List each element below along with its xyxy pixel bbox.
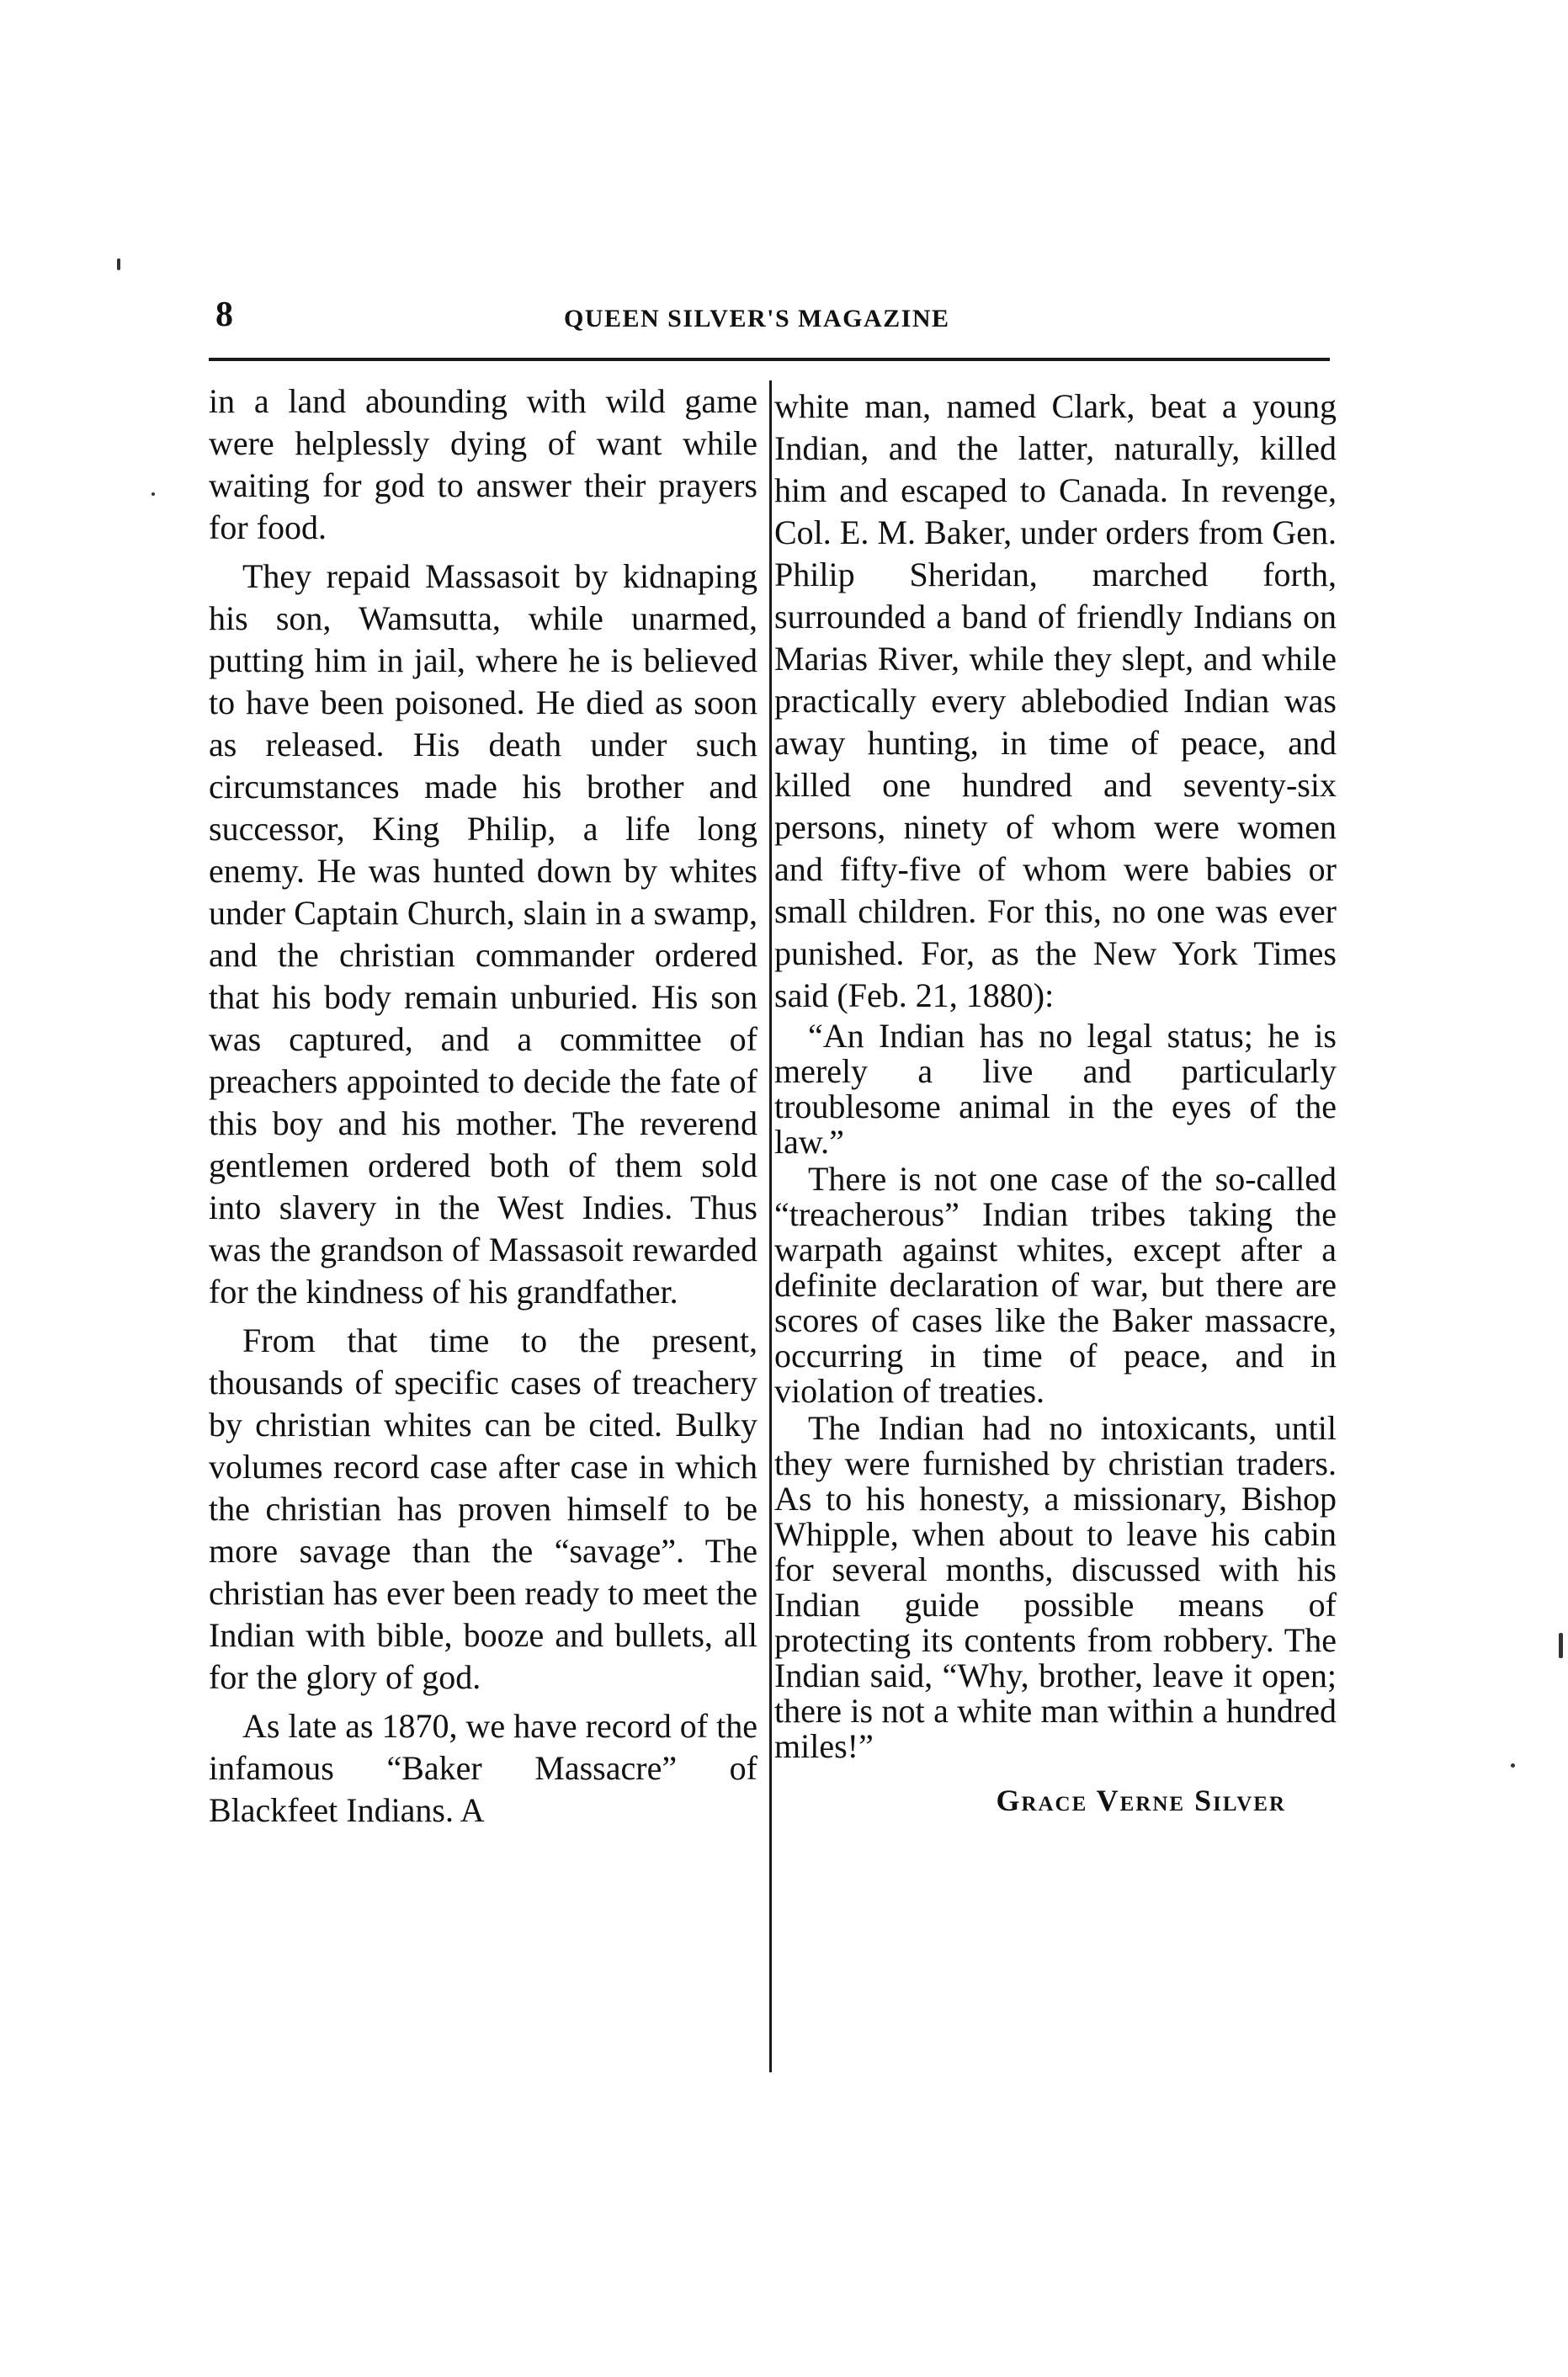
header-rule <box>209 358 1330 361</box>
author-signature: Grace Verne Silver <box>996 1784 1286 1817</box>
paragraph: There is not one case of the so-called “treacherous” Indian tribes taking the warpath against whites, except after a definite declaration of war, but there are scores of cases like the Baker massacre, occurring in time of peace, and in violation of treaties. <box>774 1160 1337 1410</box>
quotation: “An Indian has no legal status; he is merely a live and particularly troublesome animal in the eyes of the law.” <box>774 1017 1337 1161</box>
scan-speck <box>1511 1763 1515 1768</box>
scan-speck <box>117 258 120 270</box>
paragraph: As late as 1870, we have record of the infamous “Baker Massacre” of Blackfeet Indians. A <box>209 1707 757 1829</box>
paragraph: white man, named Clark, beat a young Indian, and the latter, naturally, killed him and escaped to Canada. In revenge, Col. E. M. Baker, under orders from Gen. Philip Sheridan, marched forth, surrounded a band of friendly Indians on Marias River, while they slept, and while practically every ablebodied Indian was away hunting, in time of peace, and killed one hundred and seventy-six persons, ninety of whom were women and fifty-five of whom were babies or small children. For this, no one was ever punished. For, as the New York Times said (Feb. 21, 1880): <box>774 387 1337 1014</box>
running-head: QUEEN SILVER'S MAGAZINE <box>564 305 950 332</box>
paragraph: in a land abounding with wild game were helplessly dying of want while waiting for god to answer their prayers for food. <box>209 382 757 546</box>
page-number: 8 <box>215 295 233 334</box>
column-rule <box>769 380 772 2072</box>
paragraph: They repaid Massasoit by kidnaping his son, Wamsutta, while unarmed, putting him in jail, where he is believed to have been poisoned. He died as soon as released. His death under such circumstances made his brother and successor, King Philip, a life long enemy. He was hunted down by whites under Captain Church, slain in a swamp, and the christian commander ordered that his body remain unburied. His son was captured, and a committee of preachers appointed to decide the fate of this boy and his mother. The reverend gentlemen ordered both of them sold into slavery in the West Indies. Thus was the grandson of Massasoit rewarded for the kindness of his grandfather. <box>209 557 757 1311</box>
right-column <box>774 386 1337 1821</box>
paragraph: From that time to the present, thousands of specific cases of treachery by christian whites can be cited. Bulky volumes record case after case in which the christian has proven himself to be more savage than the “savage”. The christian has ever been ready to meet the Indian with bible, booze and bullets, all for the glory of god. <box>209 1321 757 1696</box>
dense-text-block <box>774 1018 1337 1764</box>
scan-speck <box>151 492 155 496</box>
paragraph: The Indian had no intoxicants, until they were furnished by christian traders. As to his honesty, a missionary, Bishop Whipple, when about to leave his cabin for several months, discussed with his Indian guide possible means of protecting its contents from robbery. The Indian said, “Why, brother, leave it open; there is not a white man within a hundred miles!” <box>774 1409 1337 1765</box>
left-column <box>209 380 757 1832</box>
scan-speck <box>1559 1633 1563 1658</box>
